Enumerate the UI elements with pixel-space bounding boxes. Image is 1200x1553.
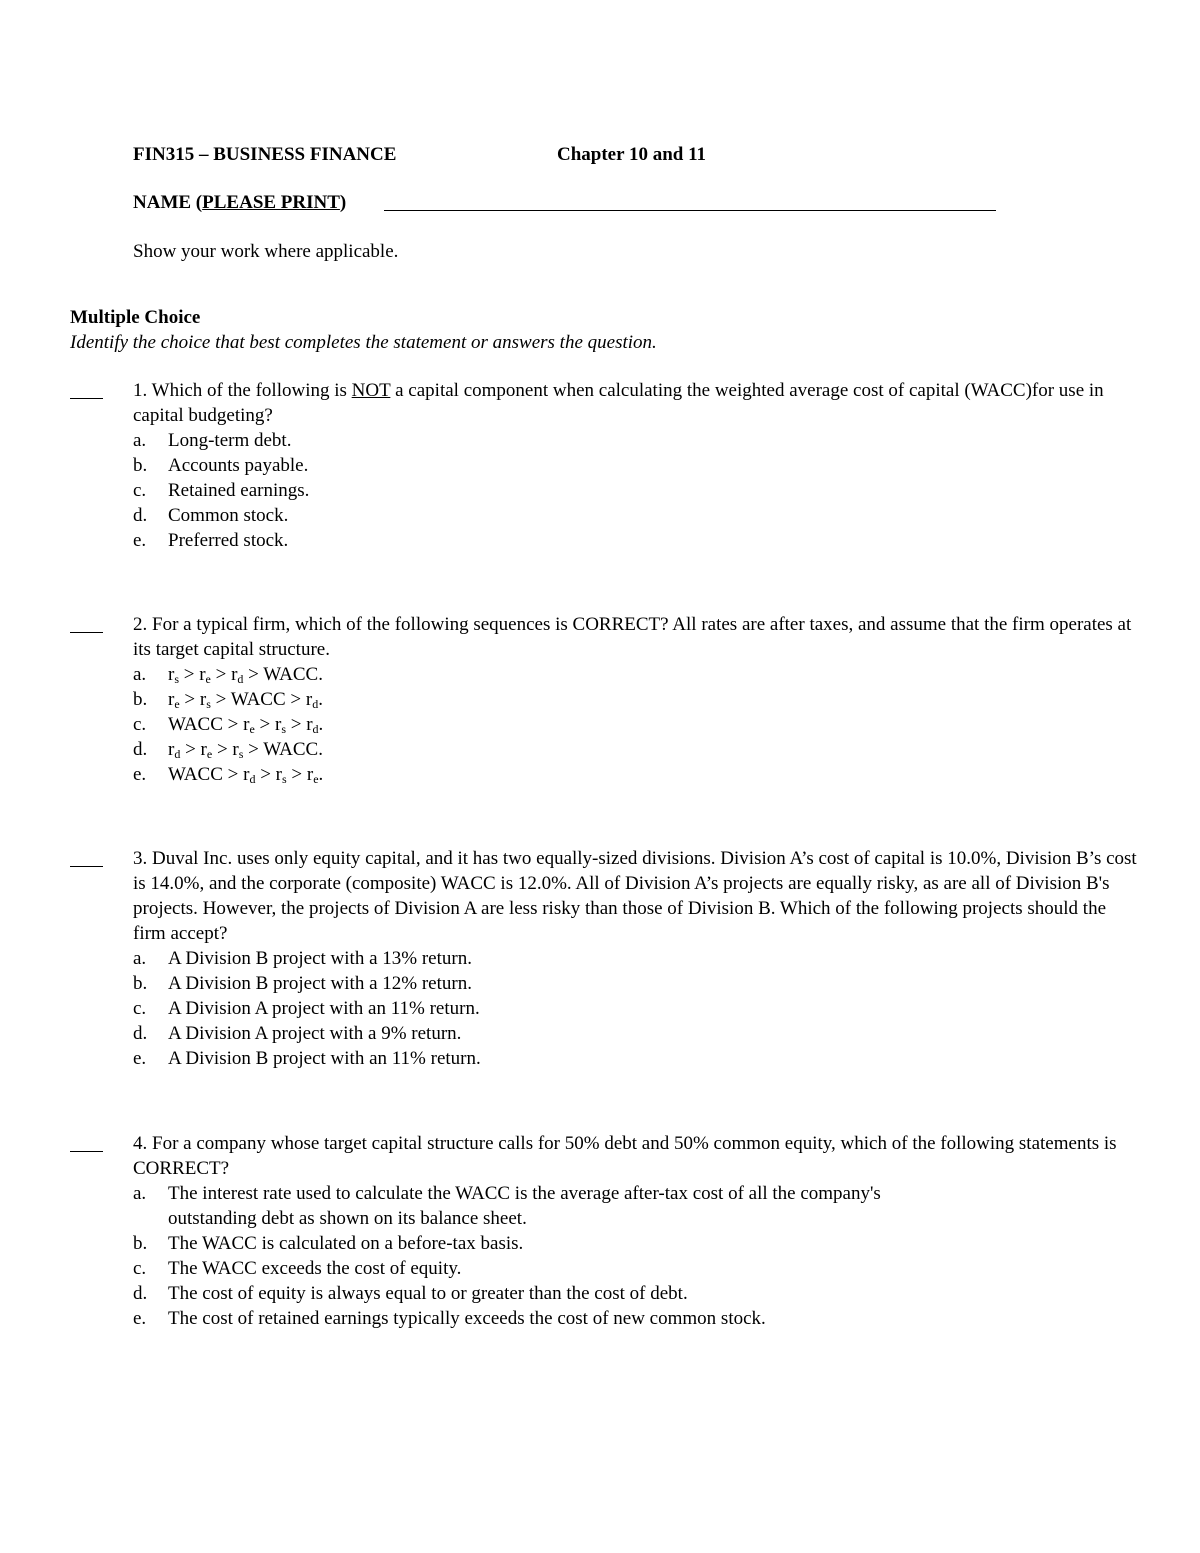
option-text: A Division B project with a 13% return. (168, 948, 472, 969)
question-1-text-b: a capital component when calculating the weighted average cost of capital (WACC)for use in capital budgeting? (133, 380, 1104, 426)
question-1-text-a: 1. Which of the following is (133, 380, 352, 401)
option-letter: d. (133, 1023, 148, 1044)
question-1-text (133, 378, 1138, 428)
option-letter: b. (133, 689, 148, 710)
instructions: Show your work where applicable. (133, 241, 399, 262)
option-text: The interest rate used to calculate the WACC is the average after-tax cost of all the company's outstanding debt as shown on its balance sheet. (168, 1183, 881, 1229)
option-text: The cost of equity is always equal to or greater than the cost of debt. (168, 1283, 688, 1304)
option-text: Accounts payable. (168, 455, 309, 476)
option-text: Long-term debt. (168, 430, 292, 451)
option-letter: d. (133, 1283, 148, 1304)
option-letter: b. (133, 973, 148, 994)
question-3-text: 3. Duval Inc. uses only equity capital, and it has two equally-sized divisions. Division A’s cost of capital is 10.0%, Division B’s cost is 14.0%, and the corporate (composite) WACC is 12.0%. All of Division A’s projects are equally risky, as are all of Division B's projects. However, the projects of Division A are less risky than those of Division B. Which of the following projects should the firm accept? (133, 848, 1137, 944)
option-text: The cost of retained earnings typically exceeds the cost of new common stock. (168, 1308, 766, 1329)
option-letter: a. (133, 430, 147, 451)
question-1-emphasis: NOT (351, 380, 391, 401)
option-letter: d. (133, 505, 148, 526)
option-text: A Division A project with a 9% return. (168, 1023, 462, 1044)
option-text: WACC > $r_e > r_s > r_d$. (168, 714, 324, 736)
answer-blank-2[interactable] (70, 632, 103, 633)
option-text: Retained earnings. (168, 480, 310, 501)
name-suffix: ) (339, 192, 347, 213)
option-letter: d. (133, 739, 148, 760)
option-text: $r_s > r_e > r_d$ > WACC. (168, 664, 323, 686)
chapter-title: Chapter 10 and 11 (557, 144, 707, 165)
option-text: $r_e > r_s$ > WACC > $r_d$. (168, 689, 323, 711)
option-letter: b. (133, 455, 148, 476)
name-underlined: PLEASE PRINT (202, 192, 340, 213)
option-text: A Division B project with an 11% return. (168, 1048, 481, 1069)
section-subtitle: Identify the choice that best completes the statement or answers the question. (70, 332, 657, 353)
option-text: A Division A project with an 11% return. (168, 998, 480, 1019)
name-field-line[interactable] (384, 210, 996, 211)
option-text: The WACC is calculated on a before-tax basis. (168, 1233, 524, 1254)
option-letter: b. (133, 1233, 148, 1254)
answer-blank-4[interactable] (70, 1151, 103, 1152)
name-prefix: NAME ( (133, 192, 203, 213)
option-letter: e. (133, 530, 147, 551)
option-letter: e. (133, 764, 147, 785)
name-label (133, 190, 346, 215)
option-text: Common stock. (168, 505, 289, 526)
option-letter: c. (133, 998, 147, 1019)
course-title: FIN315 – BUSINESS FINANCE (133, 144, 397, 165)
option-letter: c. (133, 480, 147, 501)
option-letter: a. (133, 948, 147, 969)
option-letter: c. (133, 714, 147, 735)
option-text: A Division B project with a 12% return. (168, 973, 472, 994)
question-2-text: 2. For a typical firm, which of the following sequences is CORRECT? All rates are after taxes, and assume that the firm operates at its target capital structure. (133, 614, 1132, 660)
answer-blank-3[interactable] (70, 866, 103, 867)
option-letter: a. (133, 1183, 147, 1204)
answer-blank-1[interactable] (70, 398, 103, 399)
option-text: WACC > $r_d > r_s > r_e$. (168, 764, 324, 786)
option-letter: e. (133, 1048, 147, 1069)
option-text: Preferred stock. (168, 530, 289, 551)
question-4-text: 4. For a company whose target capital structure calls for 50% debt and 50% common equity, which of the following statements is CORRECT? (133, 1133, 1117, 1179)
option-text: The WACC exceeds the cost of equity. (168, 1258, 462, 1279)
option-text: $r_d > r_e > r_s$ > WACC. (168, 739, 323, 761)
option-letter: c. (133, 1258, 147, 1279)
option-letter: a. (133, 664, 147, 685)
option-letter: e. (133, 1308, 147, 1329)
section-title: Multiple Choice (70, 307, 201, 328)
